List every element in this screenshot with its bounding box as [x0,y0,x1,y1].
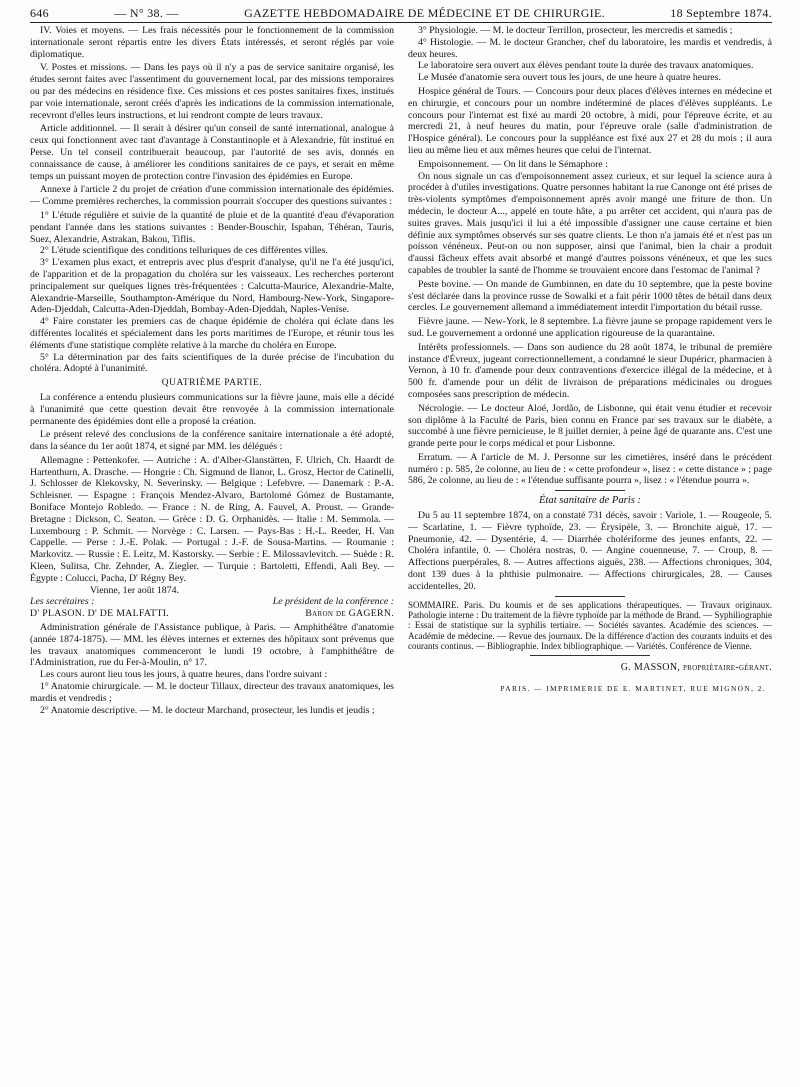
paragraph: Les cours auront lieu tous les jours, à quatre heures, dans l'ordre suivant : [40,669,328,681]
paragraph: Erratum. — A l'article de M. J. Personne sur les cimetières, inséré dans le précédent numéro : p. 585, 2e colonne, au lieu de : « cette profondeur », lisez : « cette distance » ; page 586, 2e colonne, au lieu de : « l'étendue suffisante pourra », lisez : « l'étendue pourra ». [408,451,772,487]
president-label: Le président de la conférence : [272,596,394,608]
paragraph: 4° Histologie. — M. le docteur Grancher, chef du laboratoire, les mardis et vendredis, à deux heures. [408,36,772,60]
signatures-names [30,608,394,620]
secretaries-label: Les secrétaires : [30,596,95,608]
printer-imprint: PARIS. — IMPRIMERIE DE E. MARTINET, RUE MIGNON, 2. [500,684,766,694]
left-column [30,25,394,716]
page-number: 646 [30,6,49,20]
paragraph: Intérêts professionnels. — Dans son audience du 28 août 1874, le tribunal de première instance d'Évreux, jugeant correctionnellement, a condamné le sieur Dupéricr, pharmacien à Vernon, à 10 fr. d'amende pour deux contraventions d'exercice illégal de la médecine, et à 500 fr. d'amende pour un délit de livraison de préparations médicinales ou drogues composées sans prescription de médecin. [408,341,772,400]
paragraph: Le Musée d'anatomie sera ouvert tous les jours, de une heure à quatre heures. [418,72,721,84]
secretaries-names: D' PLASON. D' DE MALFATTI. [30,608,170,620]
divider [555,596,625,597]
divider [555,490,625,491]
paragraph: Annexe à l'article 2 du projet de création d'une commission internationale des épidémies. — Comme premières recherches, la commission pourrait s'occuper des questions suivantes : [30,184,394,208]
section-title: QUATRIÈME PARTIE. [161,378,263,389]
paragraph: IV. Voies et moyens. — Les frais nécessités pour le fonctionnement de la commission internationale seront répartis entre les divers États intéressés, et seront réglés par voie diplomatique. [30,25,394,60]
paragraph: 3° L'examen plus exact, et entrepris avec plus d'esprit d'analyse, qu'il ne l'a été jusqu'ici, de l'apparition et de la propagation du choléra sur les vaisseaux. Les recherches porteront principalement sur quelques lignes très-fréquentées : Calcutta-Maurice, Alexandrie-Malte, Alexandrie-Marseille, Southampton-Amérique du Nord, Hambourg-New-York, Singapore-Aden-Djeddah, Calcutta-Aden-Djeddah, Bombay-Aden-Djeddah, Naples-Venise. [30,257,394,316]
publisher-signature: G. MASSON, propriétaire-gérant. [620,661,772,673]
page-header [30,6,772,23]
paragraph: Le présent relevé des conclusions de la conférence sanitaire internationale a été adopté, dans la séance du 1er août 1874, et signé par MM. les délégués : [30,429,394,453]
delegates-list: Allemagne : Pettenkofer. — Autriche : A. d'Alber-Glanstätten, F. Ulrich, Ch. Haardt de Hartenthurn, A. Drasche. — Hongrie : Ch. Sigmund de Ilanor, L. Grosz, Hector de Catinelli, J. Schlosser de Klekovsky, N. Severinsky. — Belgique : Lefebvre. — Danemark : P.-A. Schleisner. — Espagne : François Mendez-Alvaro, Bartolomé Gómez de Bustamante, Boniface Montejo Robledo. — France : N. de Ring, A. Fauvel, A. Proust. — Grande-Bretagne : Dickson, C. Seaton. — Grèce : D. G. Orphanidès. — Italie : M. Semmola. — Luxembourg : P. Schmit. — Norvège : C. Larsen. — Pays-Bas : H.-L. Reeder, H. Van Cappelle. — Perse : J.-E. Polak. — Portugal : J.-F. de Sousa-Martins. — Roumanie : Markovitz. — Russie : E. Leitz, M. Kastorsky. — Serbie : E. Milossavlevitch. — Suède : R. Kleen, Sulitsa, Chr. Zehnder, A. Ziegler. — Turquie : Bartoletti, Effendi, Aali Bey. — Égypte : Colucci, Pacha, D' Régny Bey. [30,454,394,584]
issue-number: — N° 38. — [114,6,179,20]
right-column [408,25,772,716]
section-title: État sanitaire de Paris : [538,495,641,507]
paragraph: 4° Faire constater les premiers cas de chaque épidémie de choléra qui éclate dans les différentes localités et spécialement dans les ports maritimes de l'Europe, et réunir tous les éléments d'une statistique complète relative à la marche du choléra en Europe. [30,316,394,351]
paragraph: Administration générale de l'Assistance publique, à Paris. — Amphithéâtre d'anatomie (année 1874-1875). — MM. les élèves internes et externes des hôpitaux sont prévenus que les travaux anatomiques commenceront le lundi 19 octobre, à l'amphithéâtre de l'Administration, rue du Fer-à-Moulin, n° 17. [30,622,394,669]
paragraph: La conférence a entendu plusieurs communications sur la fièvre jaune, mais elle a décidé à l'unanimité que cette question devait être renvoyée à la commission internationale permanente des épidémies dont elle a proposé la création. [30,391,394,427]
paragraph: Le laboratoire sera ouvert aux élèves pendant toute la durée des travaux anatomiques. [418,60,754,72]
sommaire: SOMMAIRE. Paris. Du koumis et de ses applications thérapeutiques. — Travaux originaux. Pathologie interne : Du traitement de la fièvre typhoïde par la méthode de Brand. — Syphiliographie : Essai de statistique sur la syphilis tertiaire. — Sociétés savantes. Académie des sciences. — Académie de médecine. — Revue des journaux. De la différence d'action des courants induits et des courants continus. — Bibliographie. Index bibliographique. — Variétés. Conférence de Vienne. [408,599,772,652]
paragraph: 5° La détermination par des faits scientifiques de la durée précise de l'incubation du choléra. Adopté à l'unanimité. [30,351,394,375]
signatures-labels [30,596,394,608]
paragraph: Empoisonnement. — On lit dans le Sémaphore : [418,158,608,170]
journal-title: GAZETTE HEBDOMADAIRE DE MÉDECINE ET DE CHIRURGIE. [244,6,605,20]
paragraph: 2° L'étude scientifique des conditions telluriques de ces différentes villes. [40,245,328,257]
paragraph: V. Postes et missions. — Dans les pays où il n'y a pas de service sanitaire organisé, les études seront faites avec l'assentiment du gouvernement local, par des missions temporaires ou par des médecins en résidence fixe. Ces missions et ces postes sanitaires fixes, institués par voie internationale, seront créés d'après les indications de la commission internationale, recevront d'elles leurs instructions, et lui rendront compte de leurs travaux. [30,62,394,121]
paragraph: Hospice général de Tours. — Concours pour deux places d'élèves internes en médecine et en chirurgie, et concours pour un nombre indéterminé de places d'élèves suppléants. Le concours pour l'internat est fixé au mardi 20 octobre, à midi, pour l'épreuve écrite, et au mercredi 21, à neuf heures du matin, pour l'épreuve orale (salle d'administration de l'Hospice général). Le concours pour la suppléance est fixé aux 27 et 28 du mois ; il aura lieu au même lieu et aux mêmes heures que celui de l'internat. [408,85,772,156]
paragraph: 3° Physiologie. — M. le docteur Terrillon, prosecteur, les mercredis et samedis ; [418,25,733,36]
paragraph: 1° Anatomie chirurgicale. — M. le docteur Tillaux, directeur des travaux anatomiques, les mardis et vendredis ; [30,681,394,704]
columns [30,25,772,716]
president-name: Baron de GAGERN. [305,608,394,620]
paragraph: Fièvre jaune. — New-York, le 8 septembre. La fièvre jaune se propage rapidement vers le sud. Le gouvernement a ordonné une application rigoureuse de la quarantaine. [408,316,772,339]
paragraph: On nous signale un cas d'empoisonnement assez curieux, et sur lequel la science aura à procéder à d'utiles investigations. Quatre personnes habitant la rue Canonge ont été prises de très-violents symptômes d'empoisonnement après avoir mangé une friture de thon. Un médecin, le docteur A..., appelé en toute hâte, a pu arrêter cet accident, qui n'aura pas de suites graves. Mais jusqu'ici il lui a été impossible d'assigner une cause certaine et bien définie aux symptômes observés sur ses quatre clients. Le thon n'a jamais été et n'est pas un poisson vénéneux. Peut-on ou non supposer, ainsi que l'animal, bien la chair a produit d'aussi fâcheux effets avait absorbé et mangé d'autres poissons vénéneux, et que les sucs capables de troubler la santé de l'homme se trouvaient encore dans l'estomac de l'animal ? [408,170,772,276]
paragraph: 2° Anatomie descriptive. — M. le docteur Marchand, prosecteur, les lundis et jeudis ; [40,704,375,716]
paragraph: Peste bovine. — On mande de Gumbinnen, en date du 10 septembre, que la peste bovine s'est déclarée dans la province russe de Sowalki et a fait périr 1000 têtes de bétail dans deux cercles. Le gouvernement allemand a immédiatement interdit l'importation du bétail russe. [408,278,772,314]
issue-date: 18 Septembre 1874. [670,6,772,20]
paragraph: Nécrologie. — Le docteur Aloé, Jordão, de Lisbonne, qui était venu étudier et recevoir son diplôme à la Faculté de Paris, bien connu en France par ses travaux sur le diabète, a succombé à une fièvre pernicieuse, le 8 juillet dernier, à peine âgé de quarante ans. C'est une grande perte pour le corps médical et pour Lisbonne. [408,402,772,450]
paragraph: Du 5 au 11 septembre 1874, on a constaté 731 décès, savoir : Variole, 1. — Rougeole, 5. — Scarlatine, 1. — Fièvre typhoïde, 23. — Érysipèle, 3. — Bronchite aiguë, 17. — Pneumonie, 42. — Dysentérie, 4. — Diarrhée cholériforme des jeunes enfants, 22. — Choléra infantile, 0. — Choléra nostras, 0. — Angine couenneuse, 7. — Croup, 8. — Affections puerpérales, 8. — Autres affections aiguës, 238. — Affections chroniques, 304, dont 139 dues à la phthisie pulmonaire. — Affections chirurgicales, 28. — Causes accidentelles, 20. [408,510,772,592]
paragraph: 1° L'étude régulière et suivie de la quantité de pluie et de la quantité d'eau d'évaporation pendant l'année dans les stations suivantes : Bender-Bouschir, Ispahan, Téhéran, Tauris, Suez, Alexandrie, Astrakan, Bakou, Tiflis. [30,209,394,245]
paragraph: Article additionnel. — Il serait à désirer qu'un conseil de santé international, analogue à ceux qui fonctionnent avec tant d'avantage à Constantinople et à Alexandrie, fût institué en Perse. Un tel conseil contribuerait beaucoup, par l'autorité de ses avis, donnés en connaissance de cause, à améliorer les conditions sanitaires de ce pays, et serait en même temps un puissant moyen de protection contre l'invasion des épidémies en Europe. [30,123,394,182]
place-date: Vienne, 1er août 1874. [90,584,179,596]
divider [530,655,650,656]
